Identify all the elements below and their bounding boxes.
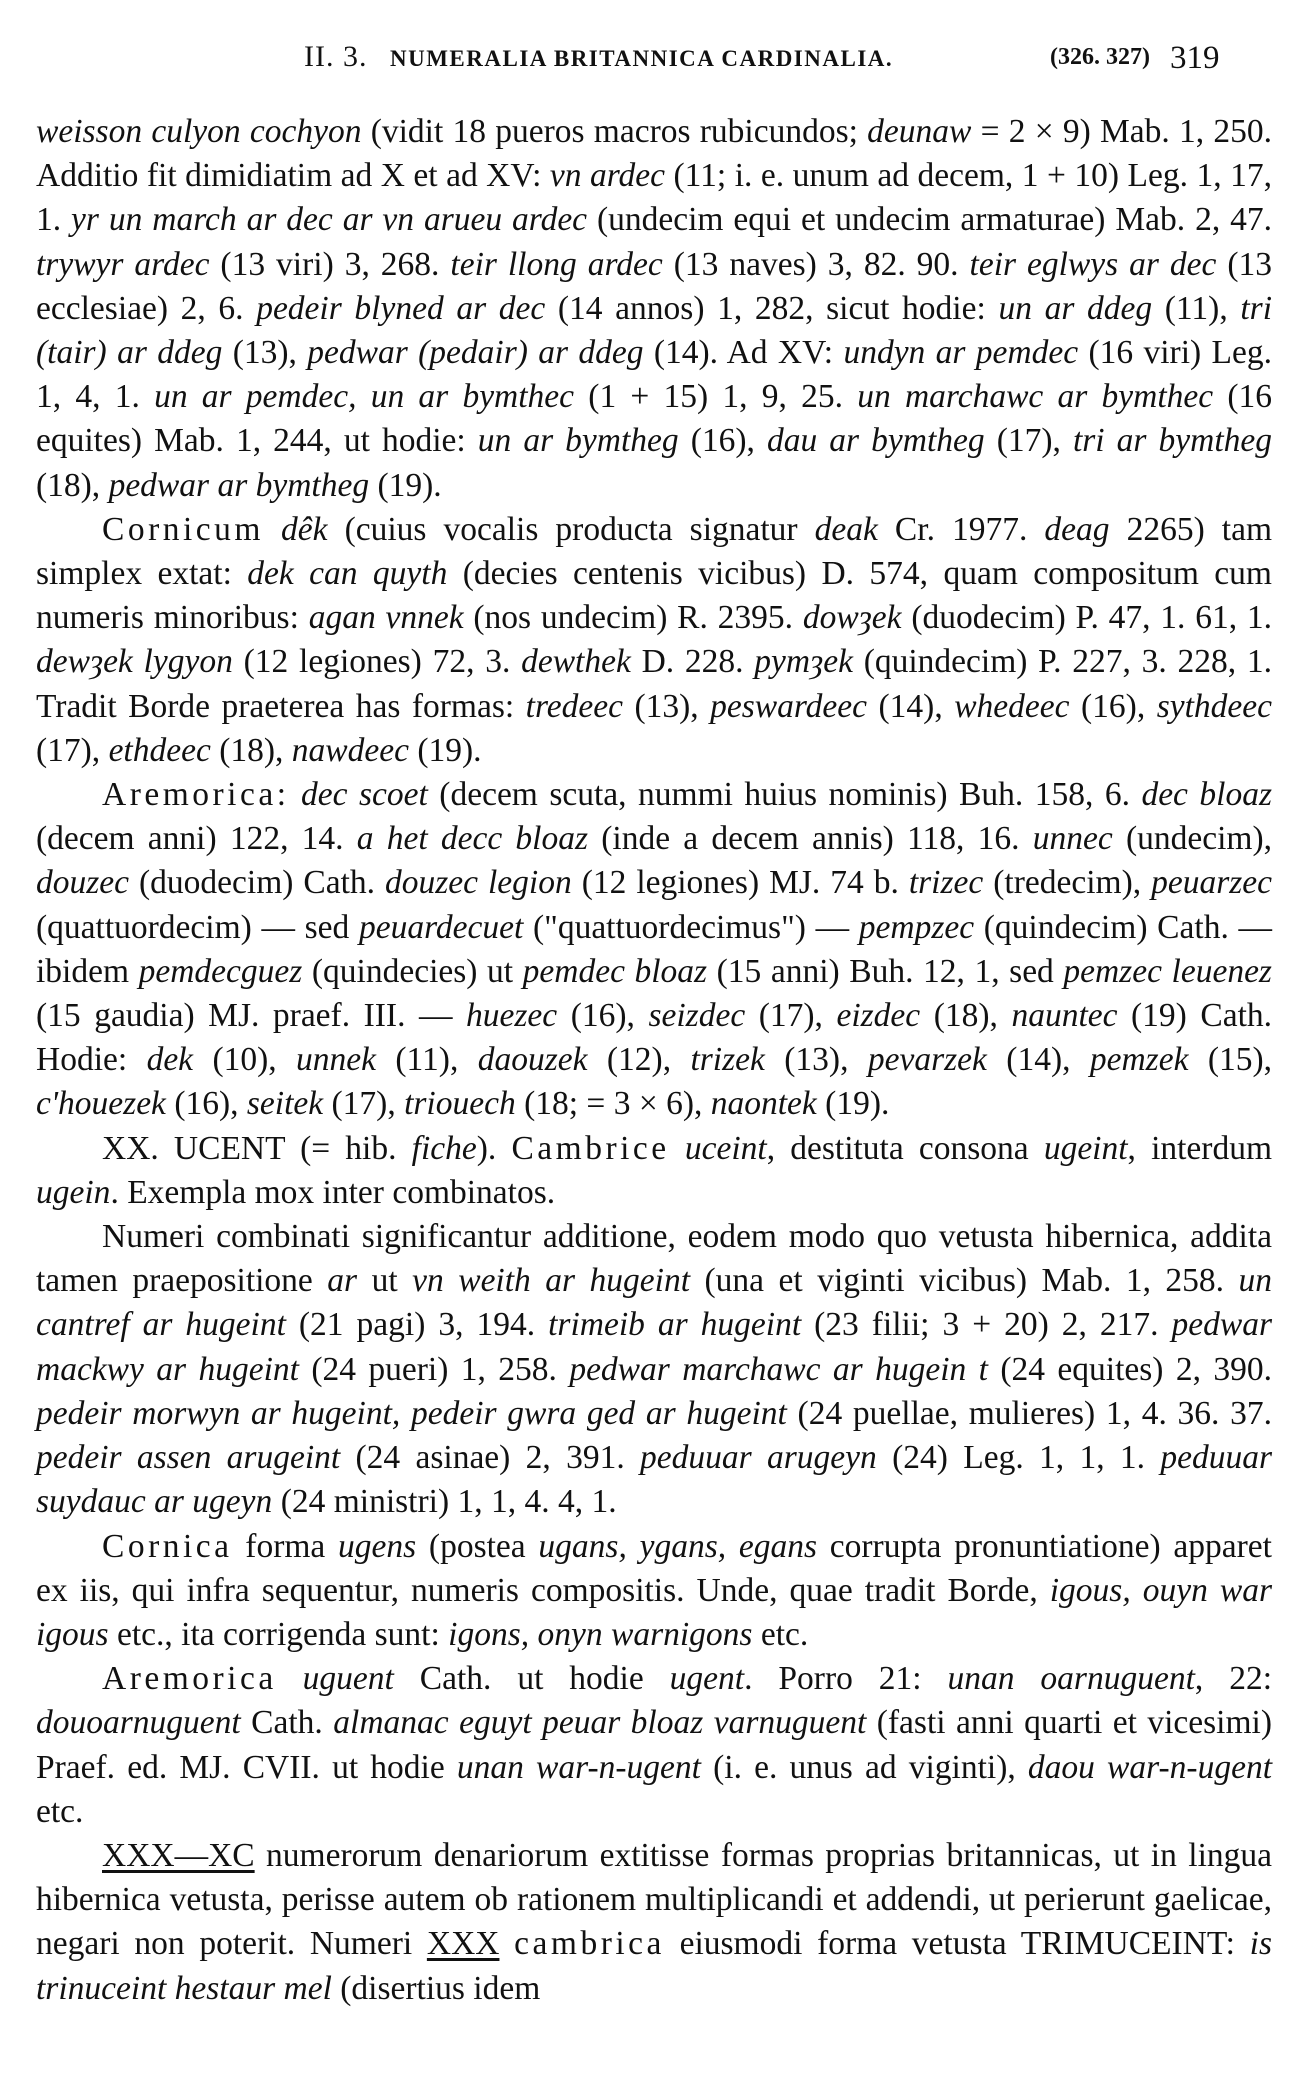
spaced-term: Aremorica: (102, 776, 290, 814)
text-run: (duodecim) P. 47, 1. 61, 1. (901, 599, 1273, 637)
text-run: (15 gaudia) MJ. praef. III. — (36, 997, 467, 1035)
text-run: (duodecim) Cath. (129, 864, 385, 902)
text-run: (12 legiones) MJ. 74 b. (571, 864, 909, 902)
italic-term: un cantref ar hugeint (36, 1262, 1273, 1344)
text-run: (1 + 15) 1, 9, 25. (574, 378, 858, 416)
italic-term: igous, ouyn war igous (36, 1571, 1272, 1653)
text-run: ("quattuordecimus") — (523, 908, 859, 946)
italic-term: trizec (908, 864, 984, 902)
text-run: (11; i. e. unum ad decem, 1 + 10) Leg. 1, 17, 1. (36, 157, 1272, 239)
text-run: (12), (587, 1041, 691, 1079)
italic-term: douoarnuguent (36, 1704, 241, 1742)
italic-term: tri (tair) ar ddeg (36, 289, 1272, 372)
paragraph-xxx-xc (36, 1834, 1272, 2011)
text-run: (11), (1152, 289, 1241, 327)
italic-term: nauntec (1011, 997, 1118, 1035)
text-run: (12 legiones) 72, 3. (232, 643, 522, 681)
text-run: (postea (416, 1527, 539, 1565)
italic-term: ethdeec (108, 731, 211, 769)
italic-term: tri ar bymtheg (1072, 422, 1272, 460)
italic-term: unnek (296, 1041, 377, 1079)
text-run: (16), (557, 997, 649, 1035)
italic-term: uguent (302, 1660, 394, 1698)
text-run: (18), (920, 997, 1012, 1035)
italic-term: dek can quyth (247, 555, 448, 593)
text-run (499, 1925, 514, 1962)
page-number: 319 (1170, 40, 1220, 76)
text-run: (24 asinae) 2, 391. (340, 1439, 641, 1477)
italic-term: vn ardec (549, 157, 666, 195)
text-run: Numeri combinati significantur additione, eodem modo quo vetusta hibernica, addita tamen praepositione (36, 1218, 1272, 1300)
text-run: (tredecim), (983, 864, 1152, 902)
text-run: (13 viri) 3, 268. (209, 245, 451, 283)
text-run: etc., ita corrigenda sunt: (108, 1615, 449, 1653)
paragraph-xx-ucent (36, 1127, 1272, 1215)
text-run: (quindecies) ut (302, 952, 523, 990)
text-run: (16), (678, 422, 767, 460)
italic-term: dewȝek lygyon (36, 643, 233, 681)
text-run: (19). (816, 1085, 890, 1123)
underlined-term: XXX (426, 1925, 500, 1963)
text-run: Cr. 1977. (877, 510, 1045, 548)
text-run: (13), (622, 687, 711, 725)
italic-term: igons, onyn warnigons (448, 1615, 753, 1653)
text-run: (16), (165, 1085, 247, 1123)
text-run: (18), (210, 731, 292, 769)
book-page (36, 0, 1272, 2083)
italic-term: trywyr ardec (36, 245, 210, 283)
paragraph-numeri-combinati (36, 1215, 1272, 1524)
italic-term: pemzek (1089, 1041, 1189, 1079)
text-run: (17), (323, 1085, 405, 1123)
italic-term: uceint (684, 1129, 767, 1167)
text-run: (24 equites) 2, 390. (987, 1350, 1272, 1388)
text-run: numerorum denariorum extitisse formas proprias britannicas, ut in lingua hibernica vetusta, perisse autem ob rationem multiplicandi et addendi, ut perierunt gaelicae, negari non poterit. Numeri (36, 1836, 1272, 1963)
running-header (36, 40, 1272, 80)
paragraph-cornicum (36, 508, 1272, 773)
italic-term: a het decc bloaz (356, 820, 589, 858)
text-run: (21 pagi) 3, 194. (285, 1306, 549, 1344)
paragraph-aremorica (36, 773, 1272, 1127)
page-body (36, 110, 1272, 2011)
text-run: (24) Leg. 1, 1, 1. (876, 1439, 1161, 1477)
italic-term: dek (146, 1041, 194, 1079)
italic-term: teir eglwys ar dec (969, 245, 1217, 283)
text-run: (15), (1188, 1041, 1273, 1079)
text-run: (24 pueri) 1, 258. (298, 1350, 570, 1388)
italic-term: ugens (338, 1527, 417, 1565)
text-run: (fasti anni quarti et vicesimi) Praef. ed. MJ. CVII. ut hodie (36, 1704, 1273, 1786)
text-run: (decies centenis vicibus) D. 574, quam compositum cum numeris minoribus: (36, 555, 1272, 637)
text-run: . Porro 21: (744, 1660, 948, 1698)
text-run: (quindecim) Cath. — ibidem (36, 908, 1272, 990)
text-run: (14), (986, 1041, 1090, 1079)
text-run: (14), (867, 687, 955, 725)
text-run (670, 1130, 685, 1167)
running-title: NUMERALIA BRITANNICA CARDINALIA. (389, 46, 894, 71)
text-run: (16), (1069, 687, 1157, 725)
text-run: (10), (193, 1041, 297, 1079)
text-run: (23 filii; 3 + 20) 2, 217. (801, 1306, 1172, 1344)
text-run: , interdum (1127, 1129, 1273, 1167)
text-run: (19) Cath. Hodie: (36, 997, 1273, 1079)
italic-term: ugans, ygans, egans (538, 1527, 818, 1565)
text-run (290, 776, 301, 813)
italic-term: tredeec (525, 687, 623, 725)
text-run: (16 viri) Leg. 1, 4, 1. (36, 334, 1272, 416)
text-run: (14 annos) 1, 282, sicut hodie: (545, 289, 999, 327)
text-run: (13 naves) 3, 82. 90. (662, 245, 970, 283)
text-run: corrupta pronuntiatione) apparet ex iis, qui infra sequentur, numeris compositis. Unde, quae tradit Borde, (36, 1527, 1272, 1609)
italic-term: pedwar marchawc ar hugein t (569, 1350, 988, 1388)
text-run: Cath. (240, 1704, 334, 1742)
text-run: (17), (984, 422, 1073, 460)
italic-term: peduuar arugeyn (640, 1439, 877, 1477)
paragraph-aremorica-uguent (36, 1657, 1272, 1834)
text-run: (13), (222, 334, 308, 372)
italic-term: ugeint (1043, 1129, 1128, 1167)
text-run: (undecim), (1112, 820, 1272, 858)
italic-term: pempzec (858, 908, 975, 946)
text-run: (11), (376, 1041, 478, 1079)
text-run: (17), (745, 997, 837, 1035)
text-run: (decem scuta, nummi huius nominis) Buh. 158, 6. (427, 776, 1142, 814)
text-run: (quindecim) P. 227, 3. 228, 1. Tradit Borde praeterea has formas: (36, 643, 1272, 725)
italic-term: seitek (246, 1085, 324, 1123)
italic-term: unan war-n-ugent (456, 1748, 701, 1786)
italic-term: pedwar ar bymtheg (108, 466, 370, 504)
text-run: eiusmodi forma vetusta TRIMUCEINT: (664, 1925, 1250, 1963)
text-run: ). (476, 1129, 512, 1167)
italic-term: yr un march ar dec ar vn arueu ardec (71, 201, 588, 239)
text-run: (undecim equi et undecim armaturae) Mab. 2, 47. (587, 201, 1272, 239)
italic-term: pedwar (pedair) ar ddeg (307, 334, 644, 372)
text-run: (14). Ad XV: (643, 334, 844, 372)
italic-term: eizdec (836, 997, 921, 1035)
italic-term: pymȝek (754, 643, 853, 681)
italic-term: dau ar bymtheg (766, 422, 985, 460)
text-run: (18), (36, 466, 109, 504)
text-run: (inde a decem annis) 118, 16. (588, 820, 1033, 858)
text-run: (una et viginti vicibus) Mab. 1, 258. (690, 1262, 1239, 1300)
italic-term: peuarzec (1151, 864, 1273, 902)
italic-term: deunaw (867, 113, 972, 150)
text-run: (quattuordecim) — sed (36, 908, 359, 946)
text-run: Cath. ut hodie (393, 1660, 670, 1698)
italic-term: dowȝek (802, 599, 902, 637)
spaced-term: Cambrice (511, 1129, 670, 1167)
text-run: (13), (764, 1041, 868, 1079)
text-run: (vidit 18 pueros macros rubicundos; (361, 113, 868, 150)
text-run: . Exempla mox inter combinatos. (110, 1173, 556, 1211)
text-run: etc. (752, 1615, 809, 1653)
page-range: (326. 327) (1050, 44, 1150, 70)
italic-term: unan oarnuguent (947, 1660, 1195, 1698)
italic-term: pedeir blyned ar dec (256, 289, 546, 327)
italic-term: sythdeec (1156, 687, 1273, 725)
italic-term: pedeir morwyn ar hugeint, pedeir gwra ged ar hugeint (36, 1394, 787, 1432)
italic-term: dec bloaz (1141, 776, 1272, 814)
text-run: forma (232, 1527, 339, 1565)
spaced-term: Cornicum (102, 510, 264, 548)
italic-term: naontek (710, 1085, 817, 1123)
italic-term: peduuar suydauc ar ugeyn (36, 1439, 1272, 1521)
italic-term: douzec legion (385, 864, 572, 902)
text-run: (24 puellae, mulieres) 1, 4. 36. 37. (786, 1394, 1272, 1432)
text-run: , destituta consona (766, 1129, 1044, 1167)
italic-term: whedeec (954, 687, 1070, 725)
italic-term: un ar bymtheg (477, 422, 679, 460)
text-run: (15 anni) Buh. 12, 1, sed (707, 952, 1064, 990)
spaced-term: Aremorica (102, 1660, 277, 1698)
italic-term: agan vnnek (308, 599, 464, 637)
text-run (277, 1660, 303, 1697)
text-run: (16 equites) Mab. 1, 244, ut hodie: (36, 378, 1273, 460)
italic-term: pemdecguez (138, 952, 303, 990)
italic-term: un ar pemdec, un ar bymthec (154, 378, 575, 416)
text-run: (13 ecclesiae) 2, 6. (36, 245, 1273, 327)
italic-term: nawdeec (291, 731, 409, 769)
italic-term: peswardeec (710, 687, 868, 725)
text-run: (i. e. unus ad viginti), (700, 1748, 1028, 1786)
italic-term: seizdec (648, 997, 746, 1035)
text-run: = 2 × 9) Mab. 1, 250. Additio fit dimidiatim ad X et ad XV: (36, 113, 1272, 195)
italic-term: triouech (404, 1085, 516, 1123)
text-run: etc. (36, 1792, 84, 1830)
italic-term: trizek (690, 1041, 765, 1079)
italic-term: douzec (36, 864, 130, 902)
italic-term: dewthek (521, 643, 631, 681)
italic-term: is trinuceint hestaur mel (36, 1925, 1273, 2007)
header-title (304, 40, 893, 74)
text-run: 2265) tam simplex extat: (36, 510, 1273, 593)
italic-term: huezec (466, 997, 558, 1035)
text-run: (24 ministri) 1, 1, 4. 4, 1. (272, 1483, 617, 1521)
spaced-term: cambrica (514, 1925, 665, 1963)
italic-term: ugent (669, 1660, 745, 1698)
text-run (264, 511, 281, 548)
italic-term: trimeib ar hugeint (548, 1306, 802, 1344)
italic-term: unnec (1032, 820, 1113, 858)
text-run: (19). (409, 731, 482, 769)
italic-term: deak (814, 510, 878, 548)
text-run: XX. UCENT (= hib. (102, 1129, 412, 1167)
underlined-term: XXX—XC (102, 1836, 255, 1874)
text-run: , 22: (1194, 1660, 1272, 1698)
text-run: ut (357, 1262, 413, 1300)
italic-term: teir llong ardec (450, 245, 663, 283)
paragraph-cornica-forma (36, 1525, 1272, 1658)
paragraph-1 (36, 110, 1272, 508)
italic-term: peuardecuet (358, 908, 524, 946)
italic-term: pemdec bloaz (522, 952, 708, 990)
italic-term: undyn ar pemdec (843, 334, 1079, 372)
italic-term: vn weith ar hugeint (412, 1262, 691, 1300)
spaced-term: Cornica (102, 1527, 233, 1565)
italic-term: pemzec leuenez (1063, 952, 1272, 990)
italic-term: almanac eguyt peuar bloaz varnuguent (333, 1704, 867, 1742)
text-run: (17), (36, 731, 109, 769)
text-run: (nos undecim) R. 2395. (463, 599, 803, 637)
italic-term: deag (1044, 510, 1110, 548)
italic-term: fiche (411, 1129, 477, 1167)
italic-term: c'houezek (36, 1085, 166, 1123)
italic-term: ar (327, 1262, 358, 1300)
text-run: (decem anni) 122, 14. (36, 820, 357, 858)
italic-term: pedeir assen arugeint (36, 1439, 341, 1477)
text-run: (19). (369, 466, 442, 504)
italic-term: daou war-n-ugent (1027, 1748, 1273, 1786)
italic-term: un ar ddeg (998, 289, 1153, 327)
italic-term: pedwar mackwy ar hugeint (36, 1306, 1272, 1388)
italic-term: daouzek (477, 1041, 588, 1079)
text-run: D. 228. (630, 643, 755, 681)
italic-term: dêk (281, 510, 328, 548)
text-run: (cuius vocalis producta signatur (327, 510, 815, 548)
section-number: II. 3. (304, 40, 368, 73)
italic-term: dec scoet (301, 776, 428, 814)
italic-term: weisson culyon cochyon (36, 113, 362, 150)
text-run: (18; = 3 × 6), (515, 1085, 711, 1123)
italic-term: ugein (36, 1173, 111, 1211)
text-run: (disertius idem (331, 1969, 541, 2007)
italic-term: un marchawc ar bymthec (857, 378, 1214, 416)
italic-term: pevarzek (867, 1041, 987, 1079)
